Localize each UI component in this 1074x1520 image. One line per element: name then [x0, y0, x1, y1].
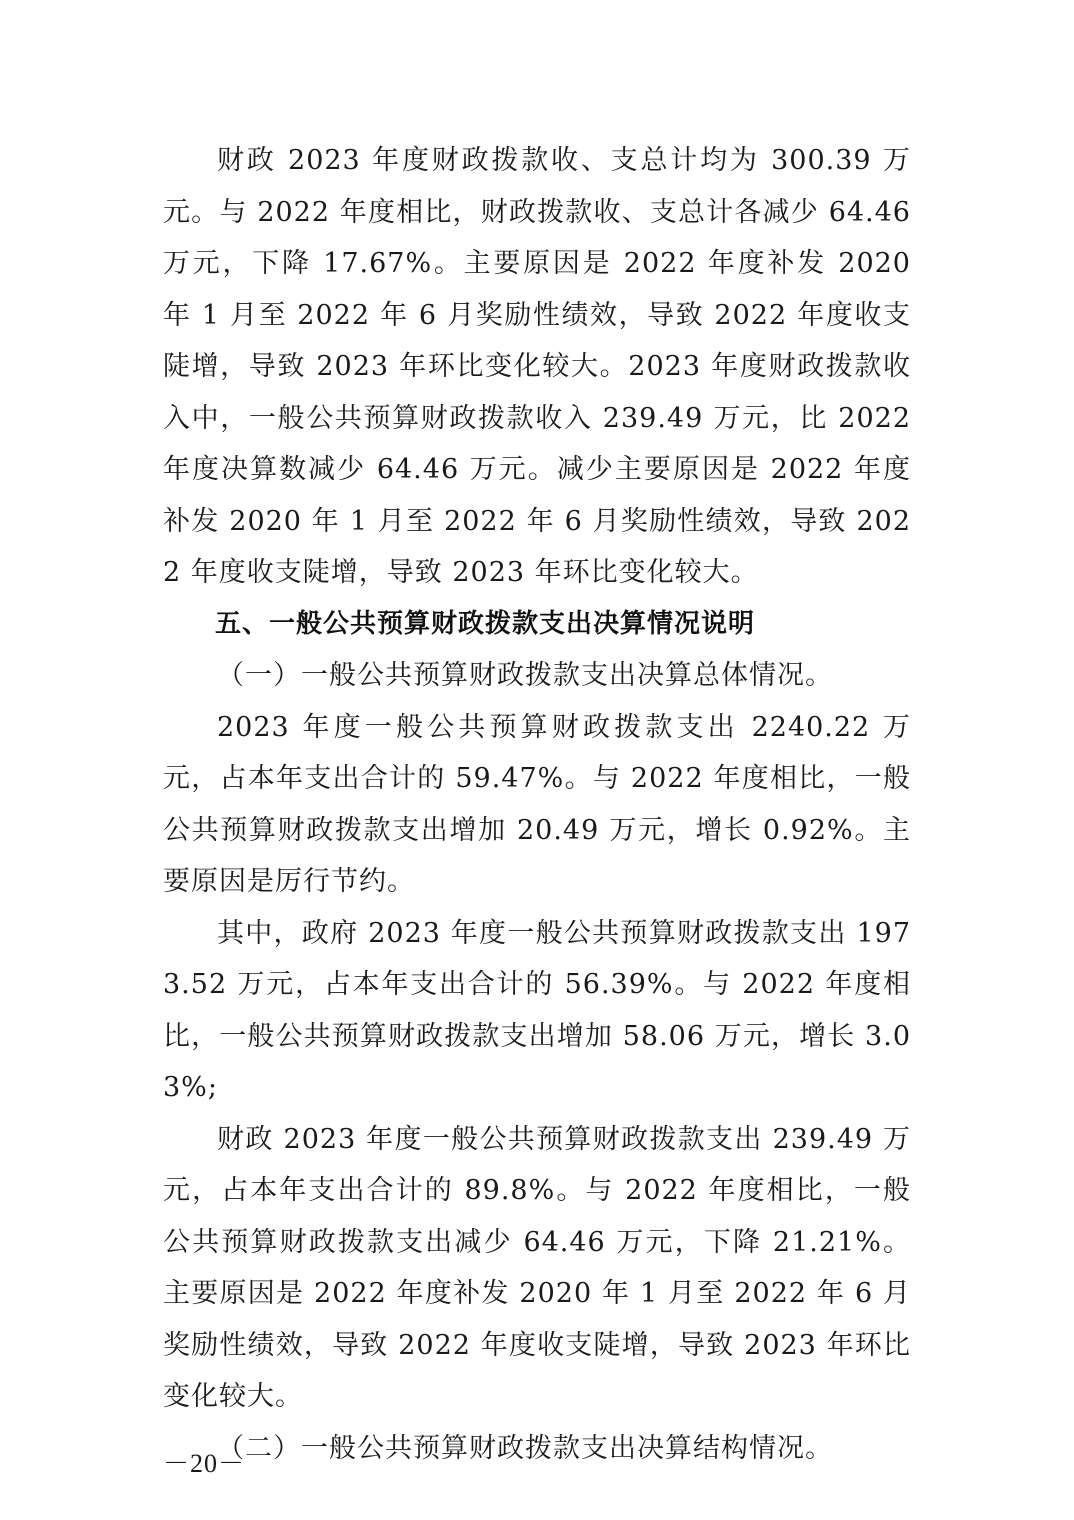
- subsection-heading-one: （一）一般公共预算财政拨款支出决算总体情况。: [217, 660, 833, 691]
- document-body: [163, 135, 911, 1474]
- paragraph-general-budget-expenditure: 2023 年度一般公共预算财政拨款支出 2240.22 万元，占本年支出合计的 59.47%。与 2022 年度相比，一般公共预算财政拨款支出增加 20.49 万元，增长 0.92%。主要原因是厉行节约。: [163, 711, 911, 897]
- paragraph-government-expenditure: 其中，政府 2023 年度一般公共预算财政拨款支出 1973.52 万元，占本年支出合计的 56.39%。与 2022 年度相比，一般公共预算财政拨款支出增加 58.06 万元，增长 3.03%;: [163, 917, 911, 1103]
- section-heading-five: 五、一般公共预算财政拨款支出决算情况说明: [215, 608, 756, 639]
- page-number: －20－: [163, 1449, 246, 1478]
- paragraph-finance-expenditure: 财政 2023 年度一般公共预算财政拨款支出 239.49 万元，占本年支出合计的 89.8%。与 2022 年度相比，一般公共预算财政拨款支出减少 64.46 万元，下降 21.21%。主要原因是 2022 年度补发 2020 年 1 月至 2022 年 6 月奖励性绩效，导致 2022 年度收支陡增，导致 2023 年环比变化较大。: [163, 1123, 911, 1412]
- paragraph-finance-appropriation-totals: 财政 2023 年度财政拨款收、支总计均为 300.39 万元。与 2022 年度相比，财政拨款收、支总计各减少 64.46 万元，下降 17.67%。主要原因是 2022 年度补发 2020 年 1 月至 2022 年 6 月奖励性绩效，导致 2022 年度收支陡增，导致 2023 年环比变化较大。2023 年度财政拨款收入中，一般公共预算财政拨款收入 239.49 万元，比 2022 年度决算数减少 64.46 万元。减少主要原因是 2022 年度补发 2020 年 1 月至 2022 年 6 月奖励性绩效，导致 2022 年度收支陡增，导致 2023 年环比变化较大。: [163, 145, 911, 588]
- subsection-heading-two: （二）一般公共预算财政拨款支出决算结构情况。: [217, 1432, 833, 1464]
